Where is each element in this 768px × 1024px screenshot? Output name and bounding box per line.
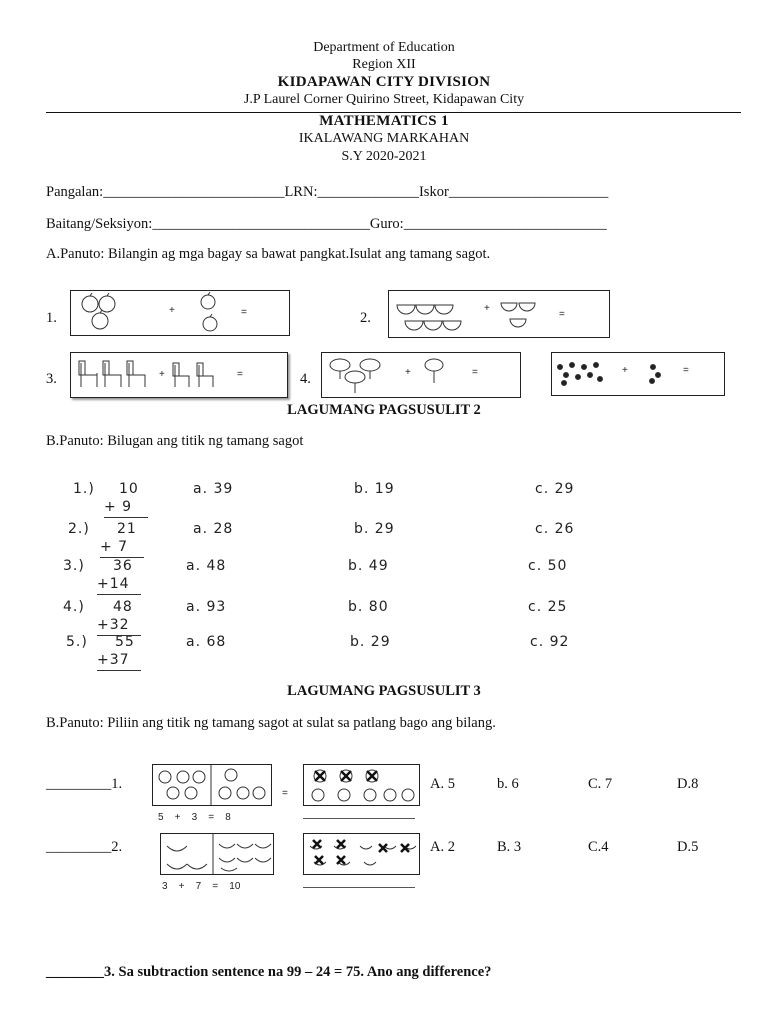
quiz3-item1-prompt	[46, 776, 122, 793]
watermelon-slices-icon	[389, 291, 609, 337]
choice-b: b. 6	[497, 776, 519, 792]
addend-bottom: +37	[97, 652, 130, 668]
sum-line	[104, 517, 148, 518]
quiz3-item3-prompt	[46, 964, 491, 981]
choice-a: a. 28	[193, 521, 234, 537]
answer-line	[303, 818, 415, 819]
item-a2-number: 2.	[360, 310, 371, 326]
choice-c: c. 92	[530, 634, 570, 650]
plus-sign: +	[405, 367, 411, 378]
student-info-row	[46, 184, 608, 201]
addend-top: 10	[119, 481, 139, 497]
chairs-icon	[71, 353, 287, 397]
item-a4-picture-box	[321, 352, 521, 398]
name-field[interactable]: _________________________	[103, 184, 285, 200]
addend-top: 48	[113, 599, 133, 615]
choice-c: C.4	[588, 839, 609, 855]
grade-section-field[interactable]: ______________________________	[152, 216, 370, 232]
choice-b: b. 80	[348, 599, 389, 615]
equals-sign: =	[683, 365, 689, 376]
item-number: 1.)	[73, 481, 95, 497]
item-a1-number: 1.	[46, 310, 57, 326]
choice-c: C. 7	[588, 776, 613, 792]
choice-b: b. 29	[354, 521, 395, 537]
division-name: KIDAPAWAN CITY DIVISION	[277, 74, 491, 90]
class-info-row	[46, 216, 607, 233]
item-a1-picture-box	[70, 290, 290, 336]
equals-sign: =	[241, 307, 247, 318]
addend-bottom: + 9	[104, 499, 133, 515]
choice-b: b. 29	[350, 634, 391, 650]
quiz3-item1-equation: 5 + 3 = 8	[158, 812, 231, 823]
equals-sign: =	[237, 369, 243, 380]
grade-section-label: Baitang/Seksiyon:	[46, 216, 153, 232]
addend-bottom: +14	[97, 576, 130, 592]
addend-bottom: +32	[97, 617, 130, 633]
choice-c: c. 29	[535, 481, 575, 497]
equals-sign: =	[559, 309, 565, 320]
quiz3-item2-left-box	[160, 833, 274, 875]
addend-bottom: + 7	[100, 539, 129, 555]
region-name: Region XII	[352, 57, 416, 72]
item-a5-picture-box	[551, 352, 725, 396]
score-field[interactable]: ______________________	[448, 184, 609, 200]
choice-a: A. 5	[430, 776, 455, 792]
apples-icon	[153, 765, 271, 805]
lrn-field[interactable]: ______________	[317, 184, 419, 200]
quiz2-title: LAGUMANG PAGSUSULIT 2	[287, 402, 481, 418]
teacher-field[interactable]: ____________________________	[403, 216, 607, 232]
choice-c: c. 25	[528, 599, 568, 615]
teacher-label: Guro:	[369, 216, 404, 232]
name-label: Pangalan:	[46, 184, 104, 200]
plus-sign: +	[622, 365, 628, 376]
section-a-instruction: A.Panuto: Bilangin ag mga bagay sa bawat pangkat.Isulat ang tamang sagot.	[46, 246, 491, 262]
bananas-icon	[161, 834, 273, 874]
school-year: S.Y 2020-2021	[341, 149, 427, 164]
subject-title: MATHEMATICS 1	[319, 113, 449, 129]
quiz3-title: LAGUMANG PAGSUSULIT 3	[287, 683, 481, 699]
choice-c: c. 26	[535, 521, 575, 537]
question-text: 3. Sa subtraction sentence na 99 – 24 = 75. Ano ang difference?	[104, 964, 492, 980]
equals-sign: =	[282, 788, 288, 799]
choice-a: a. 93	[186, 599, 227, 615]
choice-c: c. 50	[528, 558, 568, 574]
choice-d: D.8	[677, 776, 699, 792]
item-a3-picture-box	[70, 352, 288, 398]
item-a2-picture-box	[388, 290, 610, 338]
score-label: Iskor	[418, 184, 449, 200]
item-number: 2.)	[68, 521, 90, 537]
berries-icon	[552, 353, 724, 395]
apples-icon	[71, 291, 289, 335]
answer-blank[interactable]: _________	[46, 776, 112, 792]
choice-b: b. 49	[348, 558, 389, 574]
item-number: 2.	[111, 839, 123, 855]
addend-top: 21	[117, 521, 137, 537]
quiz3-item1-right-box	[303, 764, 420, 806]
choice-a: a. 68	[186, 634, 227, 650]
addend-top: 36	[113, 558, 133, 574]
item-a4-number: 4.	[300, 371, 311, 387]
quiz3-item1-left-box	[152, 764, 272, 806]
choice-a: a. 48	[186, 558, 227, 574]
item-a3-number: 3.	[46, 371, 57, 387]
trees-icon	[322, 353, 520, 397]
quiz3-item2-equation: 3 + 7 = 10	[162, 881, 241, 892]
lrn-label: LRN:	[284, 184, 318, 200]
choice-b: b. 19	[354, 481, 395, 497]
choice-b: B. 3	[497, 839, 522, 855]
sum-line	[97, 594, 141, 595]
choice-a: a. 39	[193, 481, 234, 497]
sum-line	[97, 670, 141, 671]
answer-line	[303, 887, 415, 888]
equals-sign: =	[472, 367, 478, 378]
item-number: 4.)	[63, 599, 85, 615]
quiz2-instruction: B.Panuto: Bilugan ang titik ng tamang sagot	[46, 433, 304, 449]
division-address: J.P Laurel Corner Quirino Street, Kidapawan City	[243, 92, 525, 107]
item-number: 1.	[111, 776, 123, 792]
quiz3-item2-prompt	[46, 839, 122, 856]
quiz3-instruction: B.Panuto: Piliin ang titik ng tamang sagot at sulat sa patlang bago ang bilang.	[46, 715, 496, 731]
item-number: 3.)	[63, 558, 85, 574]
plus-sign: +	[159, 369, 165, 380]
choice-d: D.5	[677, 839, 699, 855]
choice-a: A. 2	[430, 839, 455, 855]
quarter-title: IKALAWANG MARKAHAN	[298, 131, 470, 146]
answer-blank[interactable]: _________	[46, 839, 112, 855]
department-name: Department of Education	[313, 40, 455, 55]
item-number: 5.)	[66, 634, 88, 650]
plus-sign: +	[169, 305, 175, 316]
quiz3-item2-right-box	[303, 833, 420, 875]
addend-top: 55	[115, 634, 135, 650]
plus-sign: +	[484, 303, 490, 314]
answer-blank[interactable]: ________	[46, 964, 104, 980]
crossed-apples-icon	[304, 765, 419, 805]
crossed-bananas-icon	[304, 834, 419, 874]
